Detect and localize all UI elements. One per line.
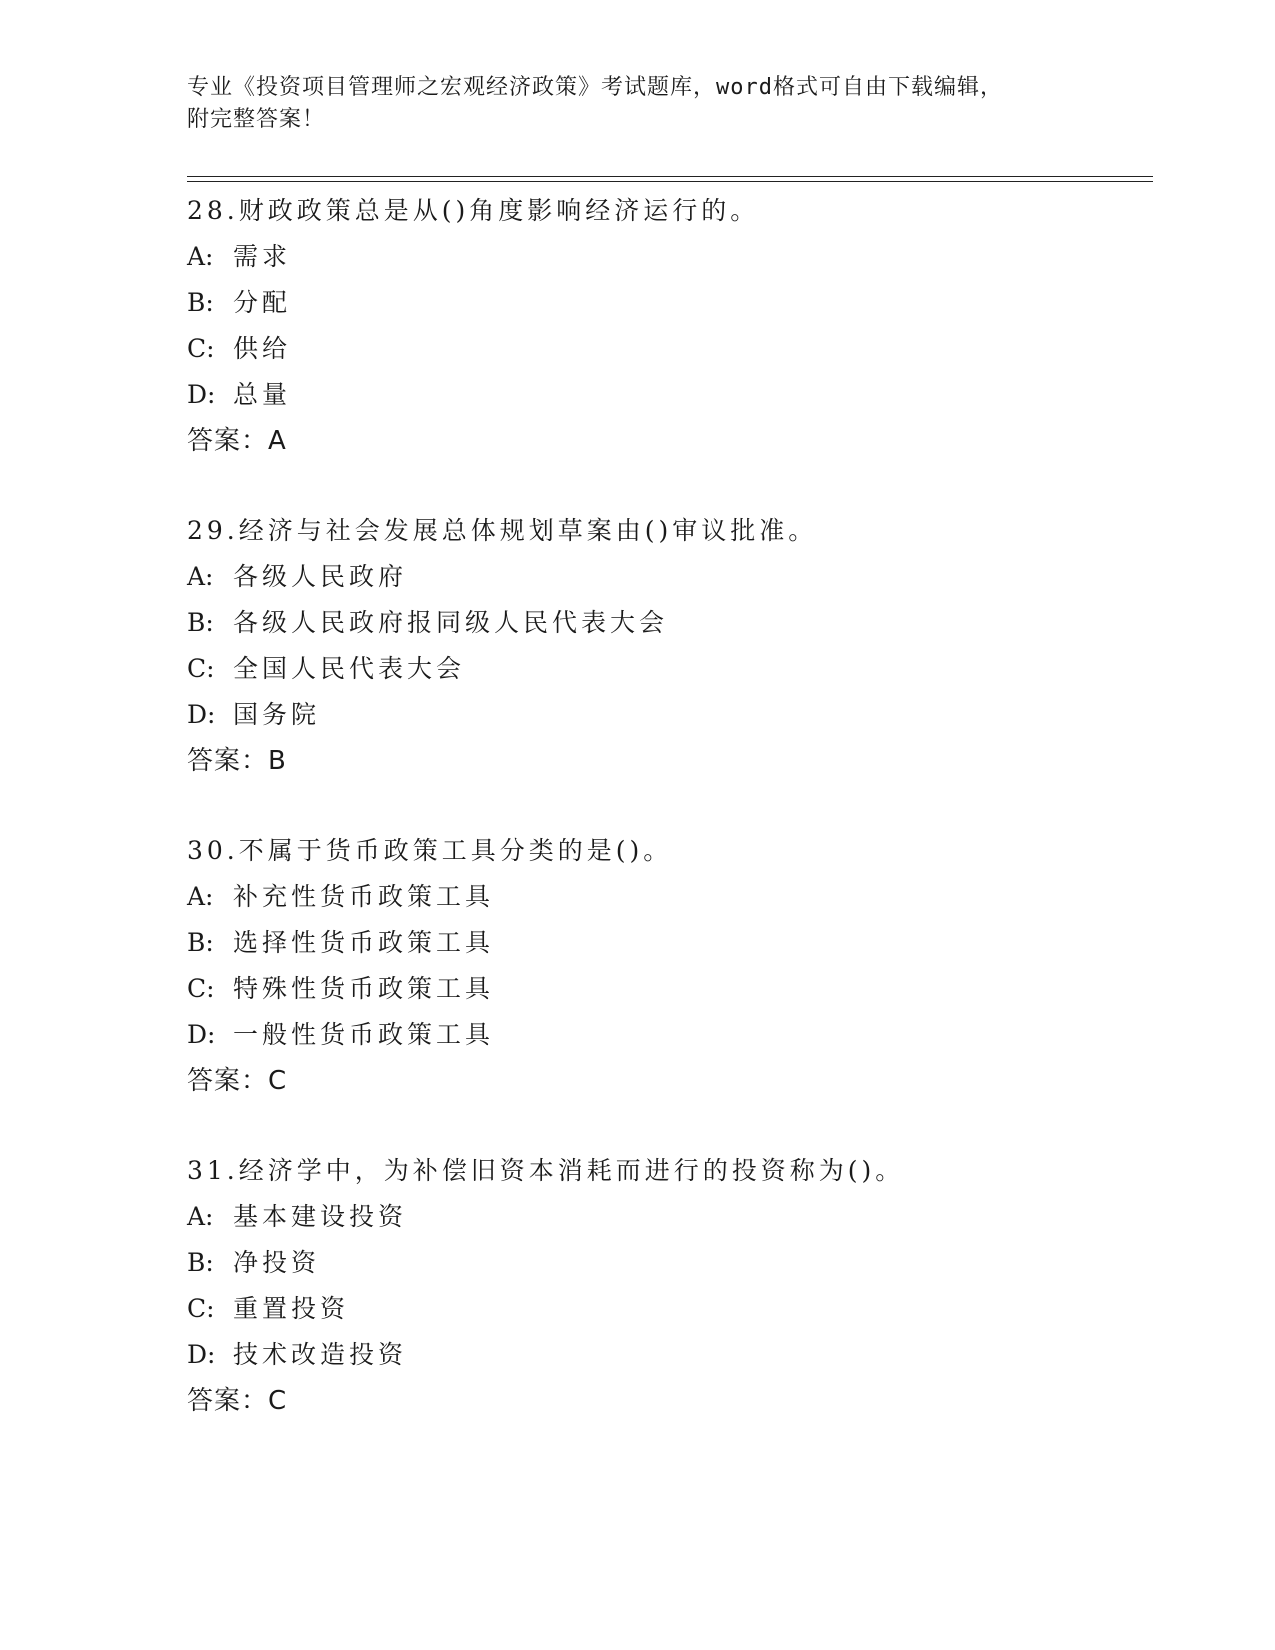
option-a	[187, 874, 1147, 920]
document-header	[187, 72, 1087, 136]
option-text: 各级人民政府报同级人民代表大会	[233, 608, 669, 637]
option-text: 国务院	[233, 700, 321, 729]
answer-line: 答案：C	[187, 1066, 288, 1096]
answer-line: 答案：C	[187, 1386, 288, 1416]
option-text: 供给	[233, 334, 292, 363]
option-d	[187, 692, 1147, 738]
option-letter: A:	[187, 242, 214, 271]
option-text: 基本建设投资	[233, 1202, 408, 1231]
option-letter: D:	[187, 1340, 216, 1369]
option-d	[187, 1332, 1147, 1378]
option-letter: B:	[187, 608, 214, 637]
option-letter: B:	[187, 1248, 214, 1277]
option-text: 选择性货币政策工具	[233, 928, 495, 957]
answer-line: 答案：A	[187, 426, 287, 456]
header-line-1: 专业《投资项目管理师之宏观经济政策》考试题库，word格式可自由下载编辑，	[187, 75, 1003, 100]
option-a	[187, 1194, 1147, 1240]
option-letter: B:	[187, 288, 214, 317]
question-stem: 31.经济学中，为补偿旧资本消耗而进行的投资称为()。	[187, 1156, 905, 1185]
option-letter: A:	[187, 1202, 214, 1231]
option-text: 分配	[233, 288, 292, 317]
option-text: 总量	[233, 380, 292, 409]
option-text: 重置投资	[233, 1294, 350, 1323]
option-text: 一般性货币政策工具	[233, 1020, 495, 1049]
question-30	[187, 828, 1147, 1104]
question-29	[187, 508, 1147, 784]
option-letter: B:	[187, 928, 214, 957]
option-text: 净投资	[233, 1248, 321, 1277]
option-b	[187, 600, 1147, 646]
answer-line: 答案：B	[187, 746, 287, 776]
question-28	[187, 188, 1147, 464]
option-letter: C:	[187, 974, 215, 1003]
header-line-2: 附完整答案！	[187, 107, 326, 132]
option-b	[187, 920, 1147, 966]
option-c	[187, 1286, 1147, 1332]
option-text: 全国人民代表大会	[233, 654, 466, 683]
option-text: 特殊性货币政策工具	[233, 974, 495, 1003]
question-stem: 28.财政政策总是从()角度影响经济运行的。	[187, 196, 760, 225]
option-text: 各级人民政府	[233, 562, 408, 591]
option-letter: A:	[187, 562, 214, 591]
option-letter: D:	[187, 1020, 216, 1049]
option-text: 需求	[233, 242, 292, 271]
option-a	[187, 554, 1147, 600]
option-text: 技术改造投资	[233, 1340, 408, 1369]
option-letter: D:	[187, 380, 216, 409]
option-letter: C:	[187, 654, 215, 683]
option-b	[187, 280, 1147, 326]
question-31	[187, 1148, 1147, 1424]
header-divider-top	[187, 176, 1153, 177]
option-letter: A:	[187, 882, 214, 911]
option-c	[187, 966, 1147, 1012]
option-letter: C:	[187, 334, 215, 363]
option-d	[187, 372, 1147, 418]
option-c	[187, 326, 1147, 372]
option-c	[187, 646, 1147, 692]
header-divider-bottom	[187, 181, 1153, 182]
option-a	[187, 234, 1147, 280]
question-stem: 30.不属于货币政策工具分类的是()。	[187, 836, 673, 865]
option-letter: C:	[187, 1294, 215, 1323]
option-text: 补充性货币政策工具	[233, 882, 495, 911]
option-letter: D:	[187, 700, 216, 729]
question-stem: 29.经济与社会发展总体规划草案由()审议批准。	[187, 516, 818, 545]
option-d	[187, 1012, 1147, 1058]
option-b	[187, 1240, 1147, 1286]
